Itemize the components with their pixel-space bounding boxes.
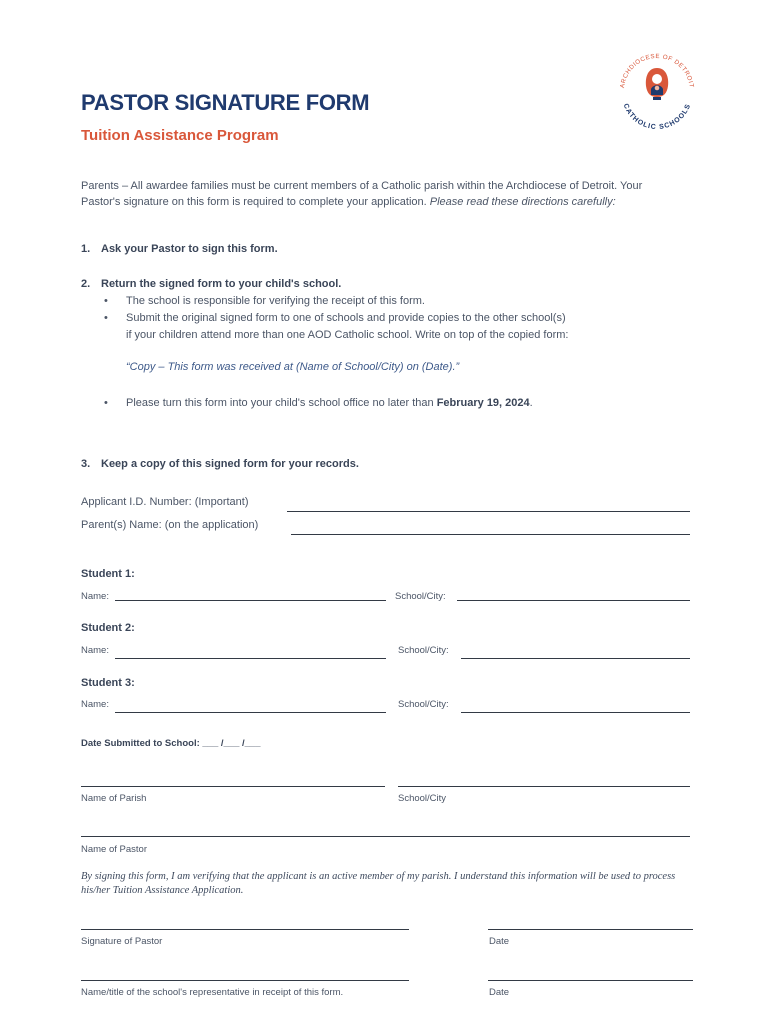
- step-3: [81, 458, 681, 472]
- student-2-school-label: School/City:: [398, 645, 449, 656]
- pastor-name-label: Name of Pastor: [81, 844, 147, 855]
- step-number: 1.: [81, 243, 91, 255]
- student-3-name-label: Name:: [81, 699, 109, 710]
- step-2: [81, 278, 681, 292]
- receipt-date-field[interactable]: [488, 980, 693, 981]
- applicant-id-label: Applicant I.D. Number: (Important): [81, 496, 249, 508]
- deadline-suffix: .: [529, 397, 533, 409]
- school-rep-field[interactable]: [81, 980, 409, 981]
- archdiocese-logo: [612, 46, 702, 136]
- bullet-text-cont: if your children attend more than one AOD Catholic school. Write on top of the copied form:: [126, 329, 569, 341]
- step-text: Return the signed form to your child's school.: [101, 278, 342, 290]
- school-city-label: School/City: [398, 793, 447, 804]
- student-1-school-label: School/City:: [395, 591, 446, 602]
- bullet-text: [126, 396, 533, 412]
- intro-text: Parents – All awardee families must be current members of a Catholic parish within the Archdiocese of Detroit. Your Pastor's signature on this form is required to complete your application.: [81, 180, 643, 208]
- page-title: PASTOR SIGNATURE FORM: [81, 90, 370, 115]
- student-3-school-field[interactable]: [461, 712, 690, 713]
- bullet-dot: •: [104, 312, 108, 324]
- pastor-name-field[interactable]: [81, 836, 690, 837]
- parish-name-field[interactable]: [81, 786, 385, 787]
- step-text: Ask your Pastor to sign this form.: [101, 243, 278, 255]
- student-1-label: Student 1:: [81, 568, 135, 580]
- student-1-name-label: Name:: [81, 591, 109, 602]
- step-text: Keep a copy of this signed form for your records.: [101, 458, 359, 470]
- intro-paragraph: [81, 179, 681, 210]
- student-2-name-label: Name:: [81, 645, 109, 656]
- logo-text-top: ARCHDIOCESE OF DETROIT: [619, 52, 695, 89]
- student-1-school-field[interactable]: [457, 600, 690, 601]
- pastor-signature-label: Signature of Pastor: [81, 936, 163, 947]
- svg-text:CATHOLIC SCHOOLS: [622, 103, 693, 131]
- bullet-dot: •: [104, 295, 108, 307]
- parish-name-label: Name of Parish: [81, 793, 147, 804]
- deadline-date: February 19, 2024: [436, 397, 530, 409]
- intro-italic: Please read these directions carefully:: [429, 195, 616, 208]
- student-1-name-field[interactable]: [115, 600, 386, 601]
- student-3-school-label: School/City:: [398, 699, 449, 710]
- parent-name-label: Parent(s) Name: (on the application): [81, 519, 259, 531]
- bullet-text: The school is responsible for verifying the receipt of this form.: [126, 295, 425, 307]
- pastor-signature-field[interactable]: [81, 929, 409, 930]
- student-2-school-field[interactable]: [461, 658, 690, 659]
- student-2-label: Student 2:: [81, 622, 135, 634]
- receipt-date-label: Date: [489, 987, 510, 998]
- bullet-item: [0, 294, 770, 310]
- bullet-item: [0, 311, 770, 343]
- step-number: 3.: [81, 458, 91, 470]
- page-subtitle: Tuition Assistance Program: [81, 127, 279, 144]
- bullet-text: Submit the original signed form to one of schools and provide copies to the other school(s): [126, 312, 566, 324]
- parent-name-field[interactable]: [291, 534, 690, 535]
- step-1: [81, 243, 681, 257]
- bullet-item: [0, 396, 770, 412]
- logo-text-bottom: CATHOLIC SCHOOLS: [621, 102, 693, 132]
- student-2-name-field[interactable]: [115, 658, 386, 659]
- step-number: 2.: [81, 278, 91, 290]
- copy-quote: “Copy – This form was received at (Name of School/City) on (Date).”: [126, 361, 460, 373]
- student-3-label: Student 3:: [81, 677, 135, 689]
- date-submitted-field[interactable]: Date Submitted to School: ___ /___ /___: [81, 738, 261, 749]
- logo-seal-icon: [612, 46, 702, 136]
- school-city-field[interactable]: [398, 786, 690, 787]
- signature-date-field[interactable]: [488, 929, 693, 930]
- student-3-name-field[interactable]: [115, 712, 386, 713]
- school-rep-label: Name/title of the school's representative in receipt of this form.: [81, 987, 344, 998]
- deadline-prefix: Please turn this form into your child's school office no later than: [126, 397, 434, 409]
- bullet-dot: •: [104, 397, 108, 409]
- signature-date-label: Date: [489, 936, 510, 947]
- applicant-id-field[interactable]: [287, 511, 690, 512]
- verification-statement: By signing this form, I am verifying that the applicant is an active member of my parish. I understand this information will be used to process his/her Tuition Assistance Application.: [81, 871, 676, 896]
